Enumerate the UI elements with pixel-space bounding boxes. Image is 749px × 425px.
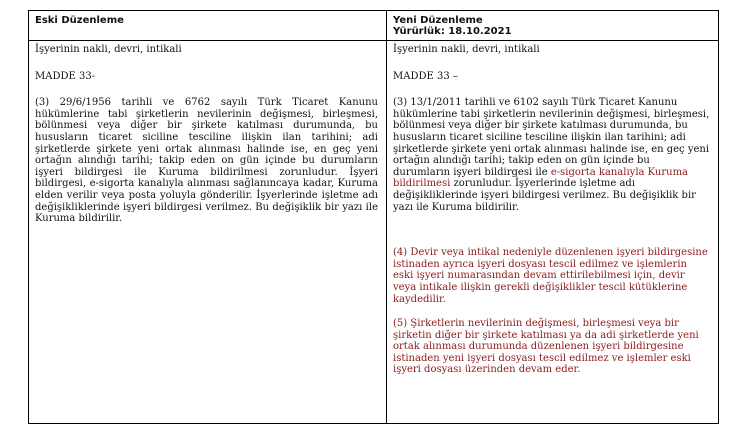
old-regulation-column [29, 11, 387, 423]
new-article-number: MADDE 33 – [393, 70, 458, 82]
new-regulation-column [387, 11, 718, 423]
old-article-number: MADDE 33- [35, 70, 96, 82]
new-section-subtitle: İşyerinin nakli, devri, intikali [393, 44, 540, 55]
new-regulation-header-cell [387, 11, 718, 41]
comparison-table [28, 10, 719, 424]
new-regulation-header-block [393, 15, 512, 37]
old-regulation-header: Eski Düzenleme [35, 15, 124, 26]
new-paragraph-4: (4) Devir veya intikal nedeniyle düzenlenen işyeri bildirgesine istinaden ayrıca işyeri dosyası tescil edilmez ve işlemlerin eski işyeri numarasından devam ettirilebilmesi için, devir veya intikale ilişkin gerekli değişiklikler tescil kütüklerine kaydedilir. [393, 247, 708, 305]
new-paragraph-3-changed-text: e-sigorta kanalıyla Kuruma bildirilmesi [393, 166, 689, 190]
old-paragraph-3: (3) 29/6/1956 tarihli ve 6762 sayılı Türk Ticaret Kanunu hükümlerine tabi şirketlerin nevilerinin değişmesi, birleşmesi, bölünmesi veya diğer bir şirkete katılması durumunda, bu hususların ticaret siciline tesciline ilişkin ilan tarihini; adi şirketlerde şirkete yeni ortak alınması halinde ise, en geç yeni ortağın alındığı tarihi; takip eden on gün içinde bu durumların işyeri bildirgesi ile Kuruma bildirilmesi zorunludur. İşyeri bildirgesi, e-sigorta kanalıyla alınması sağlanıncaya kadar, Kuruma elden verilir veya posta yoluyla gönderilir. İşyerlerinde işletme adı değişikliklerinde işyeri bildirgesi verilmez. Bu değişiklik bir yazı ile Kuruma bildirilir. [35, 97, 378, 225]
old-regulation-header-cell [29, 11, 386, 41]
new-paragraph-3 [393, 97, 710, 213]
new-paragraph-3-text-a: (3) 13/1/2011 tarihli ve 6102 sayılı Türk Ticaret Kanunu hükümlerine tabi şirketlerin nevilerinin değişmesi, birleşmesi, bölünmesi veya diğer bir şirkete katılması durumunda, bu hususların ticaret siciline tesciline ilişkin ilan tarihini; adi şirketlerde şirkete yeni ortak alınması halinde ise, en geç yeni ortağın alındığı tarihi; takip eden on gün içinde bu durumların işyeri bildirgesi ile [393, 97, 710, 178]
old-section-subtitle: İşyerinin nakli, devri, intikali [35, 44, 182, 55]
new-regulation-header: Yeni Düzenleme [393, 15, 483, 26]
old-regulation-body [35, 44, 378, 225]
effective-date: Yürürlük: 18.10.2021 [393, 26, 512, 37]
new-regulation-body [393, 44, 710, 376]
new-paragraph-5: (5) Şirketlerin nevilerinin değişmesi, birleşmesi veya bir şirketin diğer bir şirkete katılması ya da adi şirketlerde yeni ortak alınması durumunda düzenlenen işyeri bildirgesine istinaden yeni işyeri dosyası tescil edilmez ve işlemler eski işyeri dosyası üzerinden devam eder. [393, 318, 699, 376]
new-paragraph-3-text-b: zorunludur. İşyerlerinde işletme adı değişikliklerinde işyeri bildirgesi verilmez. Bu değişiklik bir yazı ile Kuruma bildirilir. [393, 178, 696, 213]
